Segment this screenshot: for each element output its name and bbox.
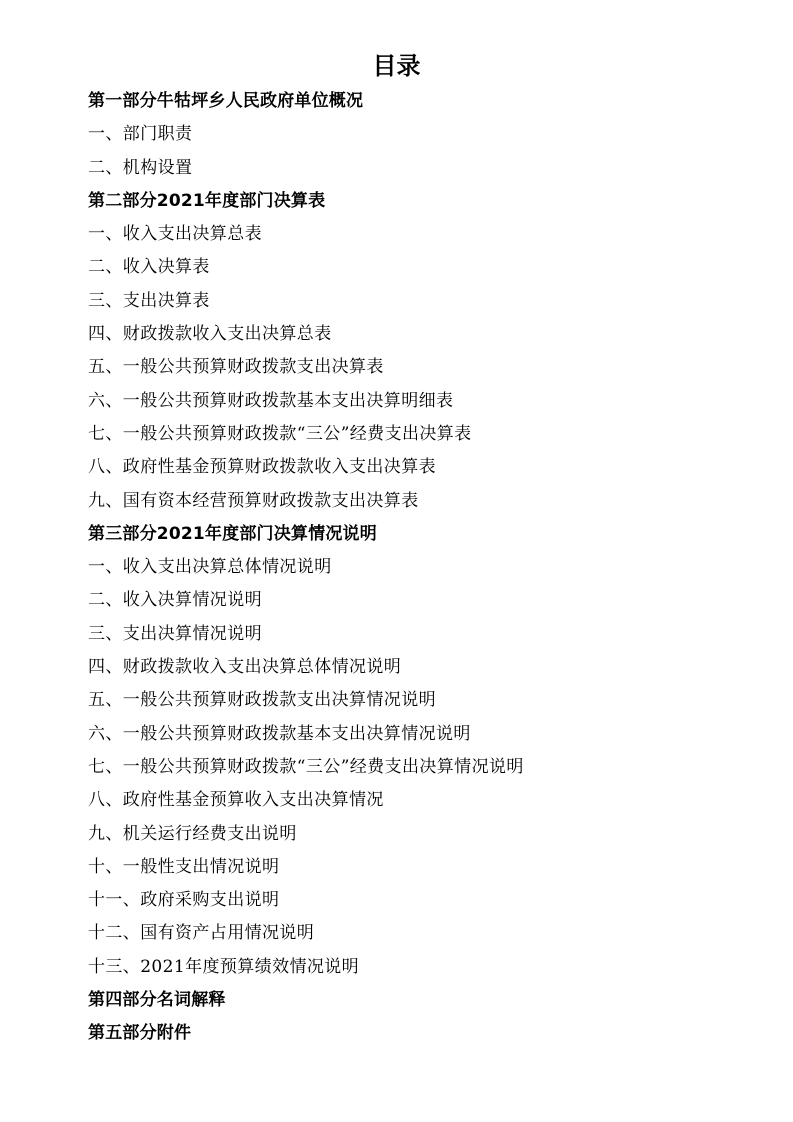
toc-section-heading: 第三部分2021年度部门决算情况说明	[88, 523, 377, 544]
toc-entry: 六、一般公共预算财政拨款基本支出决算明细表	[88, 390, 454, 411]
toc-entry: 十、一般性支出情况说明	[88, 856, 280, 877]
toc-entry: 一、收入支出决算总体情况说明	[88, 557, 332, 578]
toc-entry: 五、一般公共预算财政拨款支出决算表	[88, 357, 384, 378]
toc-entry: 七、一般公共预算财政拨款“三公”经费支出决算情况说明	[88, 756, 524, 777]
toc-entry: 八、政府性基金预算收入支出决算情况	[88, 790, 384, 811]
toc-entry: 三、支出决算情况说明	[88, 623, 262, 644]
toc-section-heading: 第二部分2021年度部门决算表	[88, 190, 326, 211]
toc-entry: 五、一般公共预算财政拨款支出决算情况说明	[88, 690, 436, 711]
toc-entry: 一、部门职责	[88, 124, 193, 145]
toc-entry: 一、收入支出决算总表	[88, 224, 262, 245]
toc-entry: 六、一般公共预算财政拨款基本支出决算情况说明	[88, 723, 471, 744]
toc-section-heading: 第四部分名词解释	[88, 990, 226, 1011]
toc-entry: 九、机关运行经费支出说明	[88, 823, 297, 844]
toc-entry: 九、国有资本经营预算财政拨款支出决算表	[88, 490, 419, 511]
toc-entry: 二、收入决算情况说明	[88, 590, 262, 611]
toc-entry: 八、政府性基金预算财政拨款收入支出决算表	[88, 457, 436, 478]
toc-entry: 七、一般公共预算财政拨款“三公”经费支出决算表	[88, 423, 472, 444]
toc-entry: 十三、2021年度预算绩效情况说明	[88, 956, 360, 977]
toc-entry: 二、机构设置	[88, 157, 193, 178]
toc-section-heading: 第五部分附件	[88, 1023, 192, 1044]
table-of-contents	[88, 85, 768, 1051]
toc-section-heading: 第一部分牛牯坪乡人民政府单位概况	[88, 91, 364, 111]
toc-entry: 二、收入决算表	[88, 257, 210, 278]
toc-entry: 四、财政拨款收入支出决算总表	[88, 324, 332, 345]
toc-entry: 十二、国有资产占用情况说明	[88, 923, 315, 944]
page-title: 目录	[372, 52, 421, 80]
toc-entry: 三、支出决算表	[88, 290, 210, 311]
toc-entry: 十一、政府采购支出说明	[88, 890, 280, 911]
toc-entry: 四、财政拨款收入支出决算总体情况说明	[88, 657, 402, 678]
